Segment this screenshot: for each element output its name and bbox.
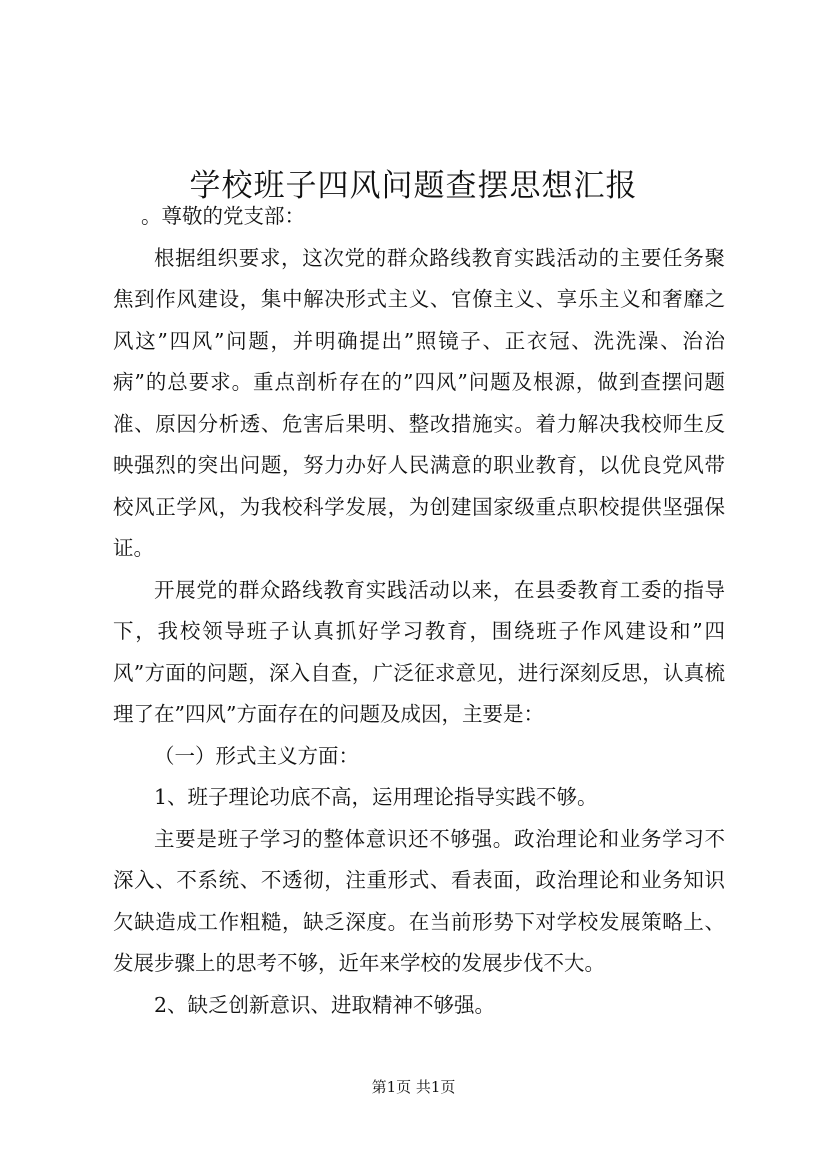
item-2-heading: 2、缺乏创新意识、进取精神不够强。 bbox=[154, 992, 496, 1017]
section-heading-formalism: （一）形式主义方面： bbox=[154, 743, 359, 768]
item-1-detail: 主要是班子学习的整体意识还不够强。政治理论和业务学习不深入、不系统、不透彻，注重形式、看表面，政治理论和业务知识欠缺造成工作粗糙，缺乏深度。在当前形势下对学校发展策略上、发展步骤上的思考不够，近年来学校的发展步伐不大。 bbox=[113, 826, 725, 975]
paragraph-background: 开展党的群众路线教育实践活动以来，在县委教育工委的指导下，我校领导班子认真抓好学习教育，围绕班子作风建设和”四风”方面的问题，深入自查，广泛征求意见，进行深刻反思，认真梳理了在”四风”方面存在的问题及成因，主要是： bbox=[113, 577, 725, 726]
item-1-heading: 1、班子理论功底不高，运用理论指导实践不够。 bbox=[154, 785, 598, 809]
document-title: 学校班子四风问题查摆思想汇报 bbox=[189, 167, 638, 204]
page-footer: 第1页 共1页 bbox=[371, 1078, 456, 1096]
salutation: 。尊敬的党支部： bbox=[141, 204, 305, 228]
paragraph-intro: 根据组织要求，这次党的群众路线教育实践活动的主要任务聚焦到作风建设，集中解决形式主义、官僚主义、享乐主义和奢靡之风这”四风”问题，并明确提出”照镜子、正衣冠、洗洗澡、治治病”的总要求。重点剖析存在的”四风”问题及根源，做到查摆问题准、原因分析透、危害后果明、整改措施实。着力解决我校师生反映强烈的突出问题，努力办好人民满意的职业教育，以优良党风带校风正学风，为我校科学发展，为创建国家级重点职校提供坚强保证。 bbox=[113, 245, 725, 560]
document-body bbox=[113, 196, 725, 1026]
